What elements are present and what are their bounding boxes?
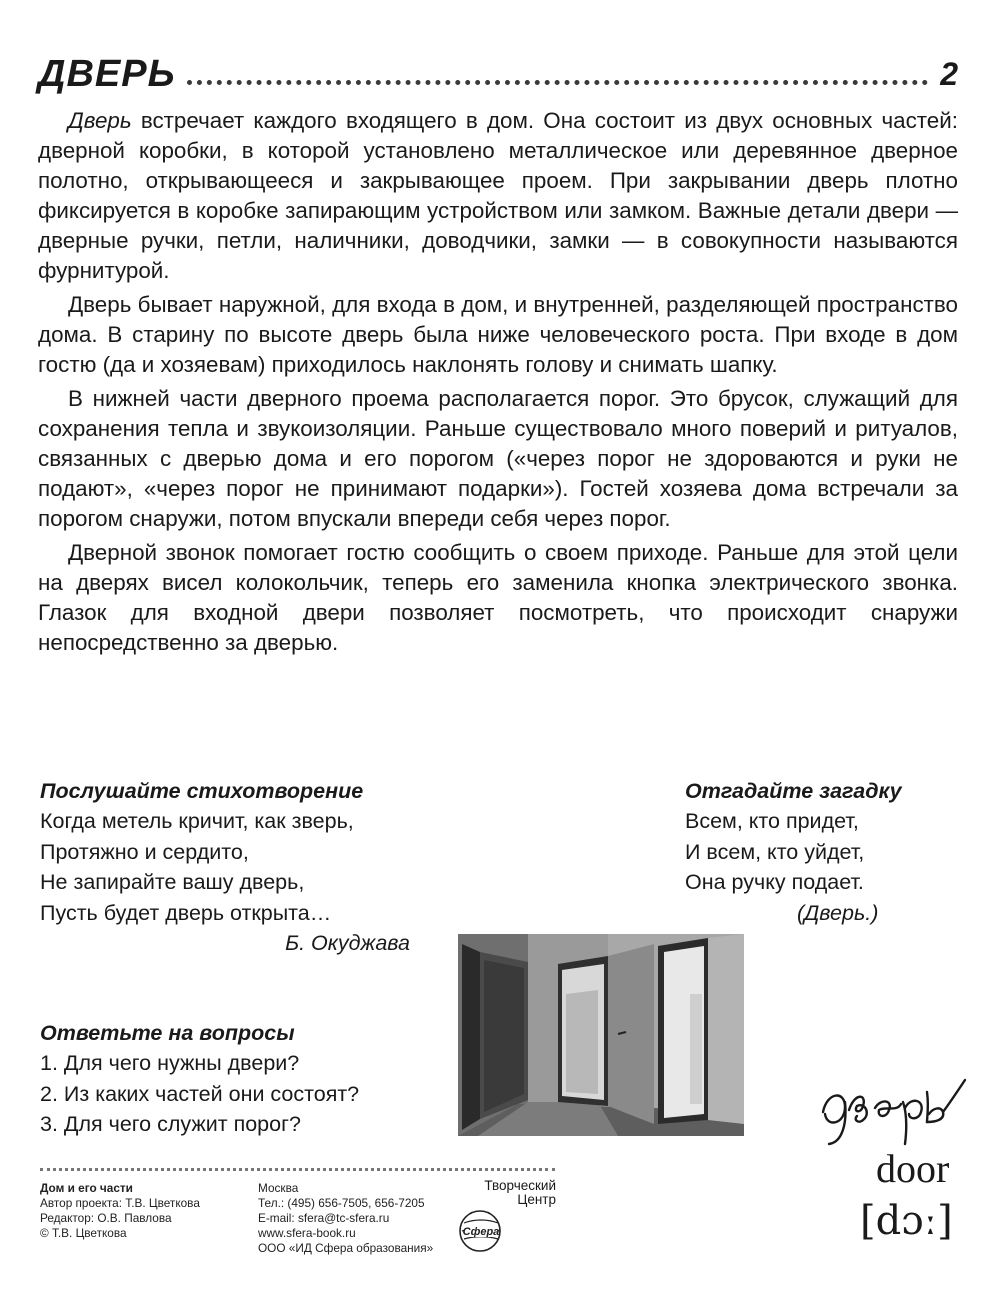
article-body: [38, 106, 958, 662]
poem-section: [40, 776, 450, 959]
page-number: 2: [940, 56, 958, 92]
logo-text: Сфера: [462, 1226, 500, 1238]
phone: Тел.: (495) 656-7505, 656-7205: [258, 1196, 425, 1210]
doors-photo: [458, 934, 744, 1136]
question-item: 1. Для чего нужны двери?: [40, 1051, 300, 1075]
publisher-line: Центр: [517, 1192, 556, 1207]
riddle-line: Она ручку подает.: [685, 870, 864, 894]
page-title: ДВЕРЬ: [38, 53, 176, 95]
cursive-word-drawing: [815, 1062, 985, 1152]
paragraph-3: [38, 384, 958, 534]
footer-contacts: [258, 1181, 458, 1256]
city: Москва: [258, 1181, 299, 1195]
lead-word: Дверь: [68, 108, 132, 133]
publisher-logo: [456, 1179, 566, 1259]
poem-author: Б. Окуджава: [285, 931, 410, 955]
website: www.sfera-book.ru: [258, 1226, 356, 1240]
paragraph-text: встречает каждого входящего в дом. Она состоит из двух основных частей: дверной коробки, в которой установлено металлическое или деревянное дверное полотно, открывающееся и закрывающее проем. При закрывании дверь плотно фиксируется в коробке запирающим устройством или замком. Важные детали двери — дверные ручки, петли, наличники, доводчики, замки — в совокупности называются фурнитурой.: [38, 108, 958, 283]
doors-illustration: [458, 934, 744, 1136]
english-word: door: [876, 1146, 950, 1191]
editor: Редактор: О.В. Павлова: [40, 1211, 172, 1225]
poem-line: Протяжно и сердито,: [40, 839, 249, 864]
riddle-section: [685, 776, 985, 928]
paragraph-4: [38, 538, 958, 658]
questions-section: [40, 1018, 460, 1140]
poem-line: Пусть будет дверь открыта…: [40, 900, 332, 925]
riddle-line: Всем, кто придет,: [685, 809, 859, 833]
publisher-line: Творческий: [484, 1178, 556, 1193]
riddle-heading: Отгадайте загадку: [685, 779, 902, 803]
poem-line: Не запирайте вашу дверь,: [40, 870, 305, 894]
riddle-answer: (Дверь.): [797, 900, 879, 925]
paragraph-1: [38, 106, 958, 286]
questions-heading: Ответьте на вопросы: [40, 1021, 295, 1045]
question-item: 2. Из каких частей они состоят?: [40, 1081, 360, 1106]
page-header: [38, 44, 958, 94]
question-item: 3. Для чего служит порог?: [40, 1112, 301, 1136]
paragraph-2: [38, 290, 958, 380]
footer-credits: [40, 1181, 250, 1241]
dotted-leader: [187, 80, 928, 85]
paragraph-text: Дверной звонок помогает гостю сообщить о своем приходе. Раньше для этой цели на дверях висел колокольчик, теперь его заменила кнопка электрического звонка. Глазок для входной двери позволяет посмотреть, что происходит снаружи непосредственно за дверью.: [38, 540, 958, 655]
email: E-mail: sfera@tc-sfera.ru: [258, 1211, 390, 1225]
project-author: Автор проекта: Т.В. Цветкова: [40, 1196, 200, 1210]
poem-line: Когда метель кричит, как зверь,: [40, 809, 354, 833]
transcription: [dɔː]: [860, 1198, 953, 1244]
company: ООО «ИД Сфера образования»: [258, 1241, 434, 1255]
riddle-line: И всем, кто уйдет,: [685, 839, 865, 864]
sphere-logo-icon: [456, 1179, 566, 1259]
paragraph-text: Дверь бывает наружной, для входа в дом, и внутренней, разделяющей пространство дома. В старину по высоте дверь была ниже человеческого роста. При входе в дом гостю (да и хозяевам) приходилось наклонять голову и снимать шапку.: [38, 292, 958, 377]
poem-heading: Послушайте стихотворение: [40, 779, 364, 803]
series-name: Дом и его части: [40, 1181, 133, 1195]
paragraph-text: В нижней части дверного проема располагается порог. Это брусок, служащий для сохранения тепла и звукоизоляции. Раньше существовало много поверий и ритуалов, связанных с дверью дома и его порогом («через порог не здороваются и руки не подают», «через порог не принимают подарки»). Гостей хозяева дома встречали за порогом снаружи, потом впускали впереди себя через порог.: [38, 386, 958, 531]
footer-divider: [40, 1168, 555, 1171]
copyright: © Т.В. Цветкова: [40, 1226, 127, 1240]
cursive-word: [815, 1062, 985, 1152]
